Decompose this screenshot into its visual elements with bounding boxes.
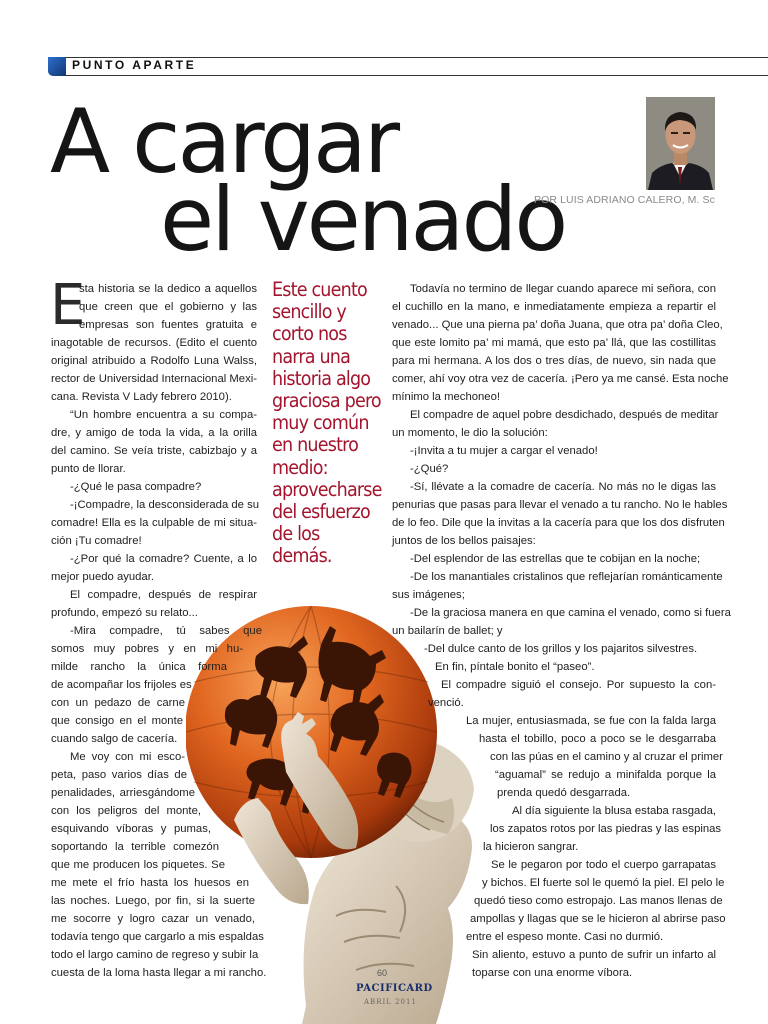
col3-line: y bichos. El fuerte sol le quemó la piel. El pelo le bbox=[482, 877, 725, 889]
col1-line: cuando salgo de cacería. bbox=[51, 733, 178, 745]
col3-line: En fin, píntale bonito el “paseo”. bbox=[435, 661, 595, 673]
col1-line: penalidades, arriesgándome bbox=[51, 787, 195, 799]
col3-line: prenda quedó desgarrada. bbox=[497, 787, 631, 799]
col1-line: me socorre y logro cazar un venado, bbox=[51, 913, 255, 925]
col1-line: somos muy pobres y en mi hu- bbox=[51, 643, 243, 655]
intro-line: sta historia se la dedico a aquellos bbox=[79, 283, 257, 295]
col3-line: -Del dulce canto de los grillos y los pajaritos silvestres. bbox=[424, 643, 698, 655]
col1-line: dre, y amigo de toda la vida, a la orilla bbox=[51, 427, 257, 439]
col1-line: -Mira compadre, tú sabes que bbox=[70, 625, 262, 637]
col3-line: de lo feo. Dile que la invitas a la cacería para que los dos disfruten bbox=[392, 517, 725, 529]
magazine-logo: PACIFICARD bbox=[356, 983, 433, 994]
intro-line: empresas son fuentes gratuita e bbox=[79, 319, 257, 331]
col1-line: todavía tengo que cargarlo a mis espaldas bbox=[51, 931, 264, 943]
col1-line: -¿Qué le pasa compadre? bbox=[70, 481, 202, 493]
col3-line: “aguamal” se redujo a minifalda porque la bbox=[495, 769, 716, 781]
col1-line: del camino. Se veía triste, cabizbajo y a bbox=[51, 445, 257, 457]
col1-line: de acompañar los frijoles es bbox=[51, 679, 192, 691]
col3-line: -De los manantiales cristalinos que reflejarían románticamente bbox=[410, 571, 723, 583]
col3-line: un bailarín de ballet; y bbox=[392, 625, 503, 637]
col3-line: entre el espeso monte. Casi no durmió. bbox=[466, 931, 664, 943]
col3-line: Todavía no termino de llegar cuando aparece mi señora, con bbox=[410, 283, 716, 295]
col3-line: Sin aliento, estuvo a punto de sufrir un infarto al bbox=[472, 949, 716, 961]
col1-line: -¿Por qué la comadre? Cuente, a lo bbox=[70, 553, 257, 565]
col3-line: -Sí, llévate a la comadre de cacería. No más no le digas las bbox=[410, 481, 716, 493]
pull-quote-line: Este cuento bbox=[272, 278, 367, 301]
col3-line: los zapatos rotos por las piedras y las espinas bbox=[490, 823, 722, 835]
col1-line: con un pedazo de carne bbox=[51, 697, 185, 709]
byline: POR LUIS ADRIANO CALERO, M. Sc bbox=[534, 194, 715, 206]
page-number: 60 bbox=[377, 968, 388, 978]
pull-quote-line: graciosa pero bbox=[272, 389, 381, 413]
col3-line: -¡Invita a tu mujer a cargar el venado! bbox=[410, 445, 598, 457]
pull-quote-line: del esfuerzo bbox=[272, 500, 370, 524]
article-title-line-2: el venado bbox=[160, 168, 566, 271]
col3-line: juntos de los bellos paisajes: bbox=[392, 535, 536, 547]
col1-line: El compadre, después de respirar bbox=[70, 589, 257, 601]
col1-line: con los peligros del monte, bbox=[51, 805, 201, 817]
col3-line: que este lomito pa’ mi mamá, que esto pa’ llá, que las costillitas bbox=[392, 337, 716, 349]
col1-line: “Un hombre encuentra a su compa- bbox=[70, 409, 257, 421]
col1-line: soportando la terrible comezón bbox=[51, 841, 219, 853]
pull-quote-line: muy común bbox=[272, 411, 369, 435]
intro-line: que creen que el gobierno y las bbox=[79, 301, 257, 313]
col1-line: milde rancho la única forma bbox=[51, 661, 227, 673]
col3-line: con las púas en el camino y al cruzar el primer bbox=[490, 751, 723, 763]
col1-line: peta, paso varios días de bbox=[51, 769, 187, 781]
col3-line: -¿Qué? bbox=[410, 463, 449, 475]
col1-line: punto de llorar. bbox=[51, 463, 126, 475]
pull-quote-line: historia algo bbox=[272, 366, 371, 390]
col1-line: -¡Compadre, la desconsiderada de su bbox=[70, 499, 260, 511]
col1-line: cuesta de la loma hasta llegar a mi rancho. bbox=[51, 967, 267, 979]
col3-line: -Del esplendor de las estrellas que te cobijan en la noche; bbox=[410, 553, 701, 565]
pull-quote-line: de los bbox=[272, 522, 320, 546]
col1-line: las noches. Luego, por fin, si la suerte bbox=[51, 895, 255, 907]
col3-line: -De la graciosa manera en que camina el venado, como si fuera bbox=[410, 607, 731, 619]
header-rule-bottom bbox=[66, 75, 768, 76]
col1-line: que consigo en el monte bbox=[51, 715, 183, 727]
intro-line: inagotable de recursos. (Edito el cuento bbox=[51, 337, 257, 349]
col1-line: profundo, empezó su relato... bbox=[51, 607, 198, 619]
col3-line: venció. bbox=[428, 697, 464, 709]
col3-line: la hicieron sangrar. bbox=[483, 841, 579, 853]
pull-quote-line: sencillo y bbox=[272, 300, 347, 324]
col3-line: sus imágenes; bbox=[392, 589, 465, 601]
col3-line: comer, ahí voy otra vez de cacería. ¡Pero ya me cansé. Esta noche bbox=[392, 373, 729, 385]
col3-line: El compadre de aquel pobre desdichado, después de meditar bbox=[410, 409, 719, 421]
pull-quote-line: medio: bbox=[272, 455, 328, 479]
col3-line: ampollas y llagas que se le hicieron al abrirse paso bbox=[470, 913, 726, 925]
pull-quote-line: aprovecharse bbox=[272, 477, 382, 501]
intro-line: original atribuido a Rodolfo Luna Walss, bbox=[51, 355, 257, 367]
article-title-line-1: A cargar bbox=[50, 90, 398, 193]
col3-line: para mi hermana. A los dos o tres días, de nuevo, sin nada que bbox=[392, 355, 716, 367]
col1-line: comadre! Ella es la culpable de mi situa- bbox=[51, 517, 257, 529]
intro-line: cana. Revista V Lady febrero 2010). bbox=[51, 391, 232, 403]
col1-line: que me producen los piquetes. Se bbox=[51, 859, 225, 871]
section-label: PUNTO APARTE bbox=[72, 58, 197, 72]
col3-line: quedó tieso como estropajo. Las manos llenas de bbox=[474, 895, 723, 907]
pull-quote-line: demás. bbox=[272, 544, 332, 568]
col1-line: me mete el frío hasta los huesos en bbox=[51, 877, 249, 889]
pull-quote-line: narra una bbox=[272, 344, 351, 368]
col3-line: Se le pegaron por todo el cuerpo garrapatas bbox=[491, 859, 716, 871]
col1-line: ción ¡Tu comadre! bbox=[51, 535, 142, 547]
col1-line: esquivando víboras y pumas, bbox=[51, 823, 211, 835]
section-marker bbox=[48, 57, 66, 76]
col3-line: toparse con una enorme víbora. bbox=[472, 967, 633, 979]
drop-cap: E bbox=[50, 273, 86, 338]
col3-line: hasta el tobillo, poco a poco se le desgarraba bbox=[479, 733, 716, 745]
col3-line: penurias que pasas para llevar el venado a tu rancho. No le hables bbox=[392, 499, 728, 511]
issue-date: ABRIL 2011 bbox=[364, 998, 417, 1006]
col3-line: mínimo la mechoneo! bbox=[392, 391, 500, 403]
col3-line: venado... Que una pierna pa’ doña Juana, que otra pa’ doña Cleo, bbox=[392, 319, 723, 331]
col3-line: La mujer, entusiasmada, se fue con la falda larga bbox=[466, 715, 716, 727]
col1-line: mejor puedo ayudar. bbox=[51, 571, 154, 583]
col3-line: Al día siguiente la blusa estaba rasgada, bbox=[512, 805, 716, 817]
pull-quote-line: corto nos bbox=[272, 322, 347, 346]
col3-line: un momento, le dio la solución: bbox=[392, 427, 548, 439]
col1-line: Me voy con mi esco- bbox=[70, 751, 185, 763]
col1-line: todo el largo camino de regreso y subir la bbox=[51, 949, 259, 961]
pull-quote-line: en nuestro bbox=[272, 433, 359, 457]
intro-line: rector de Universidad Internacional Mexi- bbox=[51, 373, 257, 385]
col3-line: El compadre siguió el consejo. Por supuesto la con- bbox=[441, 679, 716, 691]
author-photo bbox=[646, 97, 715, 190]
pull-quote bbox=[272, 279, 392, 568]
col3-line: el cuchillo en la mano, e inmediatamente empieza a repartir el bbox=[392, 301, 716, 313]
